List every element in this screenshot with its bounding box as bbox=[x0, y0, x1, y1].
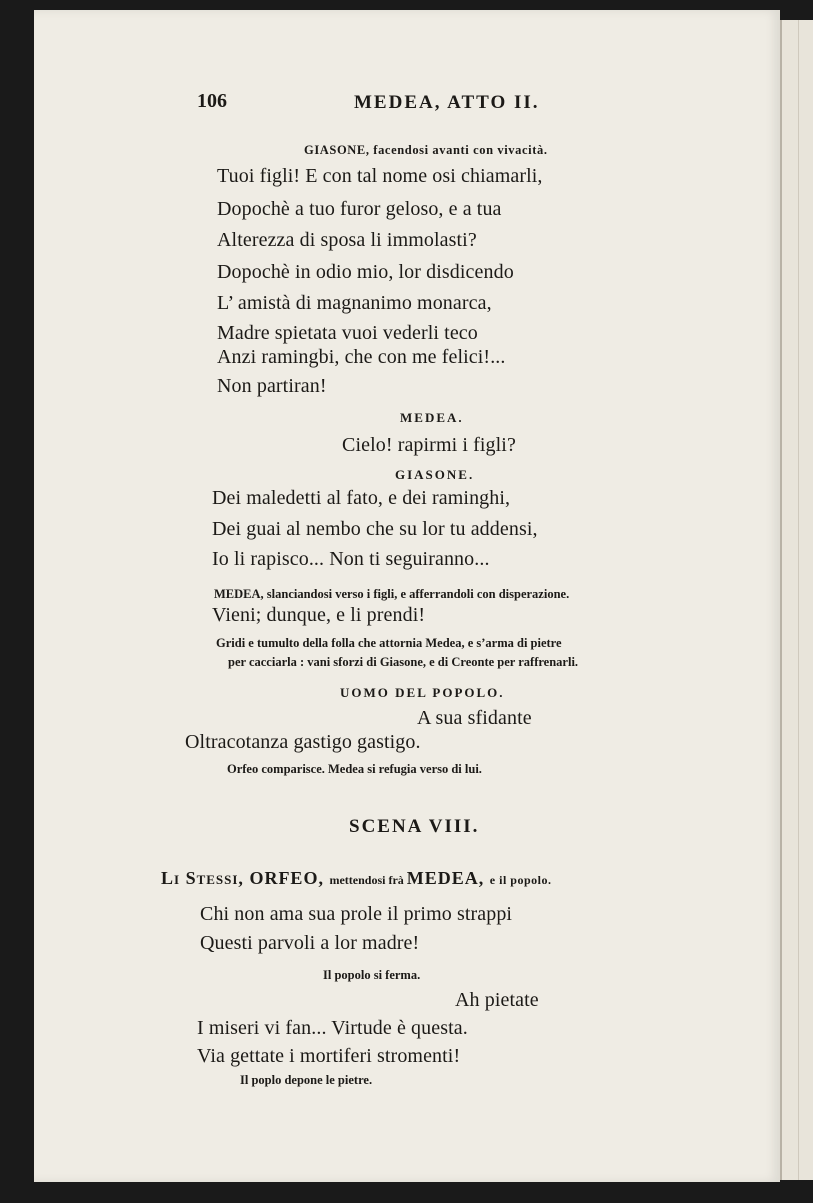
verse-line: Anzi ramingbi, che con me felici!... bbox=[217, 346, 506, 368]
verse-line: Vieni; dunque, e li prendi! bbox=[212, 604, 426, 626]
verse-line: Oltracotanza gastigo gastigo. bbox=[185, 731, 421, 753]
verse-line: Via gettate i mortiferi stromenti! bbox=[197, 1045, 461, 1067]
scene-heading: SCENA VIII. bbox=[349, 816, 480, 837]
stage-direction: Il popolo si ferma. bbox=[323, 968, 421, 982]
running-title: MEDEA, ATTO II. bbox=[354, 92, 540, 113]
cast-medea: MEDEA, bbox=[406, 868, 490, 888]
book-page bbox=[34, 10, 780, 1182]
cast-stage: mettendosi frà bbox=[329, 873, 407, 887]
verse-line: Dei maledetti al fato, e dei raminghi, bbox=[212, 487, 511, 509]
stage-direction: per cacciarla : vani sforzi di Giasone, e di Creonte per raffrenarli. bbox=[228, 655, 579, 669]
cast-popolo: e il popolo. bbox=[489, 873, 552, 887]
verse-line: Cielo! rapirmi i figli? bbox=[342, 434, 516, 456]
speaker-name: MEDEA. bbox=[400, 410, 464, 425]
page-number: 106 bbox=[197, 90, 227, 112]
cast-stessi: Li Stessi, bbox=[161, 868, 250, 888]
scene-cast bbox=[161, 868, 551, 889]
verse-line: Dopochè in odio mio, lor disdicendo bbox=[217, 261, 514, 283]
verse-line: Ah pietate bbox=[455, 989, 539, 1011]
verse-line: I miseri vi fan... Virtude è questa. bbox=[197, 1017, 468, 1039]
cast-orfeo: ORFEO, bbox=[249, 868, 330, 888]
verse-line: Questi parvoli a lor madre! bbox=[200, 932, 420, 954]
verse-line: Alterezza di sposa li immolasti? bbox=[217, 229, 477, 251]
next-page-edge bbox=[780, 20, 813, 1180]
speaker-name: UOMO DEL POPOLO. bbox=[340, 685, 505, 700]
stage-direction: Il poplo depone le pietre. bbox=[240, 1073, 373, 1087]
stage-direction: Gridi e tumulto della folla che attornia Medea, e s’arma di pietre bbox=[216, 636, 562, 650]
verse-line: Non partiran! bbox=[217, 375, 327, 397]
verse-line: Dopochè a tuo furor geloso, e a tua bbox=[217, 198, 502, 220]
stage-direction: MEDEA, slanciandosi verso i figli, e afferrandoli con disperazione. bbox=[214, 587, 570, 601]
verse-line: Dei guai al nembo che su lor tu addensi, bbox=[212, 518, 538, 540]
verse-line: Tuoi figli! E con tal nome osi chiamarli, bbox=[217, 165, 543, 187]
verse-line: A sua sfidante bbox=[417, 707, 532, 729]
speaker-name: GIASONE. bbox=[395, 467, 475, 482]
verse-line: Madre spietata vuoi vederli teco bbox=[217, 322, 478, 344]
verse-line: L’ amistà di magnanimo monarca, bbox=[217, 292, 492, 314]
stage-direction: Orfeo comparisce. Medea si refugia verso di lui. bbox=[227, 762, 482, 776]
verse-line: Chi non ama sua prole il primo strappi bbox=[200, 903, 513, 925]
verse-line: Io li rapisco... Non ti seguiranno... bbox=[212, 548, 490, 570]
stage-direction: GIASONE, facendosi avanti con vivacità. bbox=[304, 143, 548, 157]
